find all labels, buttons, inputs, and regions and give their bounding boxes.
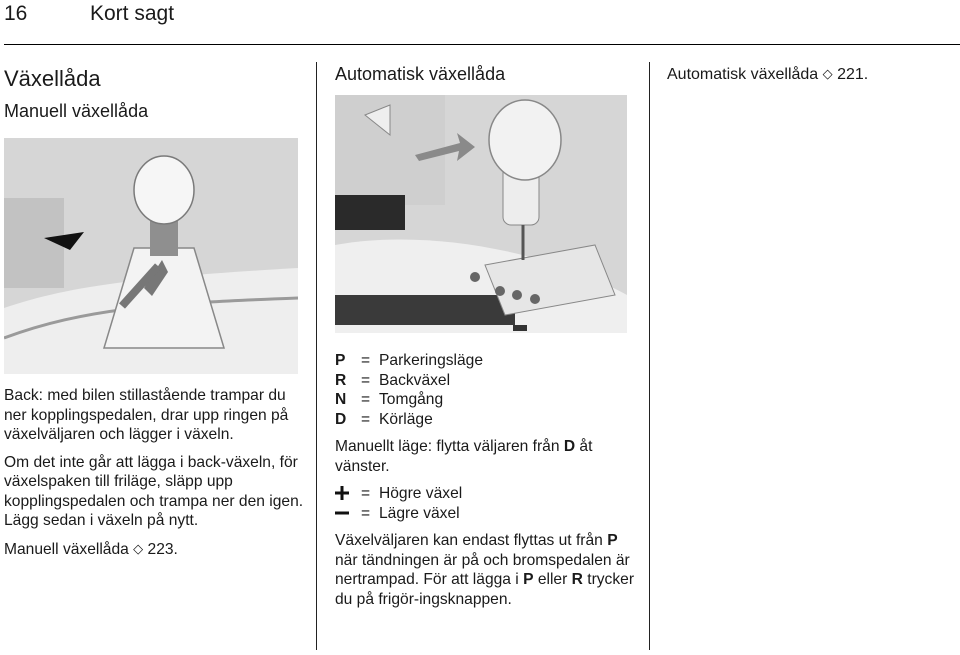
legend-equals: = xyxy=(361,391,371,408)
legend-equals: = xyxy=(361,485,371,502)
cross-reference-page: 223. xyxy=(147,540,178,558)
cross-reference[interactable] xyxy=(667,60,957,88)
cross-reference-text: Automatisk växellåda xyxy=(667,66,819,83)
page-number: 16 xyxy=(4,2,28,25)
legend-value: Tomgång xyxy=(379,391,444,408)
legend-value: Högre växel xyxy=(379,485,463,502)
page-header xyxy=(0,0,960,46)
header-rule xyxy=(4,44,960,45)
cross-reference[interactable] xyxy=(4,539,304,560)
column-automatic xyxy=(335,60,635,609)
legend-key: D xyxy=(335,410,347,428)
manual-gear-lever-figure xyxy=(4,138,298,374)
legend-equals: = xyxy=(361,504,371,522)
legend-value: Körläge xyxy=(379,410,433,428)
column-divider xyxy=(316,62,317,650)
reference-arrow-icon: ◇ xyxy=(133,540,144,556)
legend-equals: = xyxy=(361,410,371,428)
manual-mode-legend xyxy=(335,484,635,523)
legend-equals: = xyxy=(361,371,371,389)
column-3 xyxy=(667,60,957,88)
subsection-heading: Manuell växellåda xyxy=(4,101,149,121)
gear-legend xyxy=(335,351,635,429)
legend-equals: = xyxy=(361,352,371,369)
running-title: Kort sagt xyxy=(90,2,175,25)
legend-value: Backväxel xyxy=(379,371,451,389)
section-heading: Växellåda xyxy=(4,66,101,91)
plus-icon xyxy=(335,484,361,504)
legend-key: R xyxy=(335,371,347,389)
paragraph: Om det inte går att lägga i back-växeln, för växelspaken till friläge, släpp upp kopplingspedalen och trampa ner den igen. Lägg sedan i växeln på nytt. xyxy=(4,453,304,529)
column-divider xyxy=(649,62,650,650)
legend-value: Lägre växel xyxy=(379,504,460,522)
subsection-heading: Automatisk växellåda xyxy=(335,64,506,84)
legend-key: P xyxy=(335,352,346,369)
cross-reference-text: Manuell växellåda xyxy=(4,540,129,558)
reference-arrow-icon: ◇ xyxy=(822,66,833,81)
minus-icon xyxy=(335,504,361,524)
cross-reference-page: 221. xyxy=(837,66,869,83)
automatic-gear-selector-figure xyxy=(335,95,627,333)
legend-key: N xyxy=(335,391,347,408)
paragraph: Back: med bilen stillastående trampar du ner kopplingspedalen, drar upp ringen på växelväljaren och lägger i växeln. xyxy=(4,387,289,443)
paragraph: Manuellt läge: flytta väljaren från D åt vänster. xyxy=(335,438,593,475)
column-manual xyxy=(4,60,304,559)
paragraph: Växelväljaren kan endast flyttas ut från P när tändningen är på och bromspedalen är nertrampad. För att lägga i P eller R trycker du på frigör-ingsknappen. xyxy=(335,532,635,608)
legend-value: Parkeringsläge xyxy=(379,352,484,369)
